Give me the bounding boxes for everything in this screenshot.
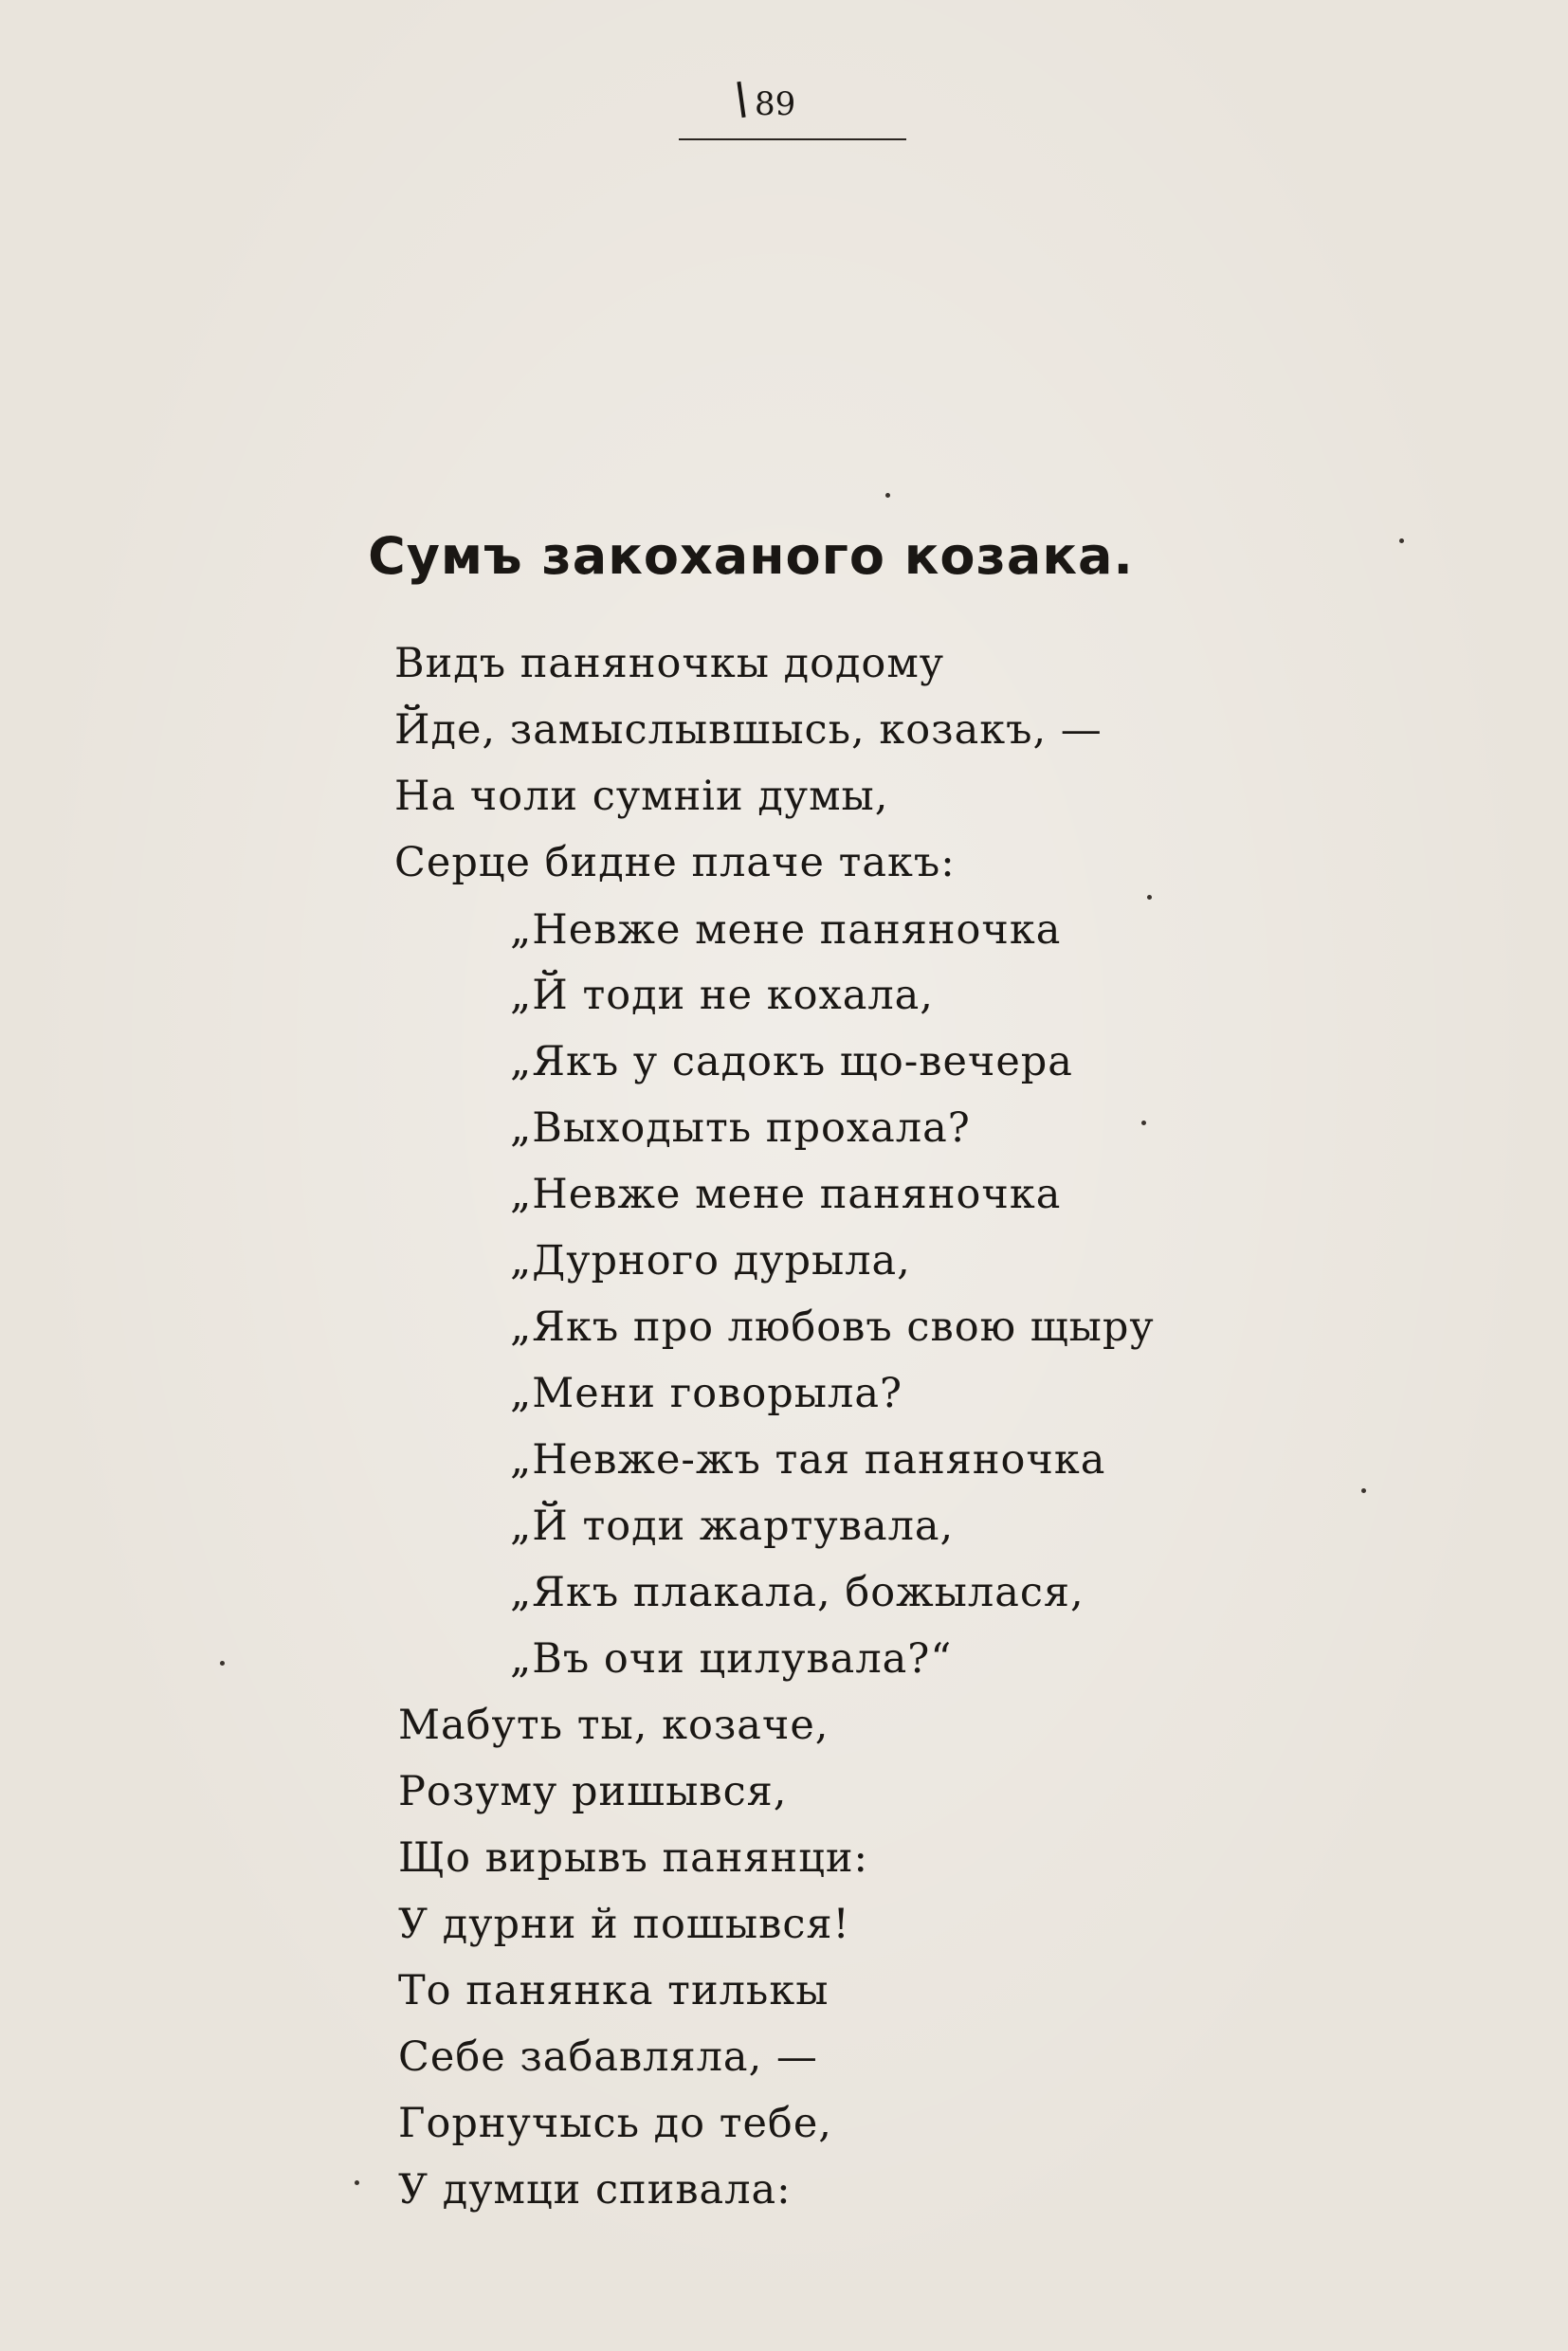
poem-line: Йде, замыслывшысь, козакъ, —	[394, 706, 1103, 754]
poem-line: То панянка тилькы	[398, 1967, 830, 2014]
paper-speck	[220, 1661, 225, 1666]
poem-line: „Въ очи цилувала?“	[510, 1635, 953, 1683]
poem-line: „Якъ про любовъ свою щыру	[510, 1303, 1155, 1351]
poem-line: Розуму ришывся,	[398, 1768, 788, 1815]
poem-line: „Невже мене паняночка	[510, 1171, 1062, 1218]
poem-line: „Й тоди жартувала,	[510, 1503, 955, 1550]
poem-line: „Якъ у садокъ що-вечера	[510, 1038, 1073, 1085]
poem-line: „Невже мене паняночка	[510, 906, 1062, 954]
page-number: 89	[755, 85, 796, 123]
poem-line: „Й тоди не кохала,	[510, 972, 934, 1019]
poem-line: Себе забавляла, —	[398, 2033, 818, 2081]
poem-line: „Якъ плакала, божылася,	[510, 1569, 1085, 1616]
paper-speck	[355, 2180, 359, 2185]
poem-title: Сумъ закоханого козака.	[368, 526, 1134, 586]
paper-speck	[1141, 1121, 1146, 1125]
poem-line: Що вирывъ панянци:	[398, 1834, 869, 1882]
poem-line: У думци спивала:	[398, 2166, 792, 2214]
poem-line: Серце бидне плаче такъ:	[394, 839, 956, 886]
poem-line: Видъ паняночкы додому	[394, 640, 945, 687]
paper-speck	[1399, 538, 1404, 543]
poem-line: „Мени говорыла?	[510, 1370, 903, 1417]
poem-line: „Невже-жъ тая паняночка	[510, 1436, 1106, 1484]
poem-line: Мабуть ты, козаче,	[398, 1702, 830, 1749]
poem-line: На чоли сумніи думы,	[394, 773, 889, 820]
poem-line: „Дурного дурыла,	[510, 1237, 911, 1285]
paper-speck	[1147, 895, 1152, 900]
poem-line: У дурни й пошывся!	[398, 1901, 850, 1948]
paper-speck	[885, 493, 890, 498]
paper-speck	[1361, 1488, 1366, 1493]
poem-line: „Выходыть прохала?	[510, 1104, 971, 1152]
poem-line: Горнучысь до тебе,	[398, 2100, 832, 2147]
